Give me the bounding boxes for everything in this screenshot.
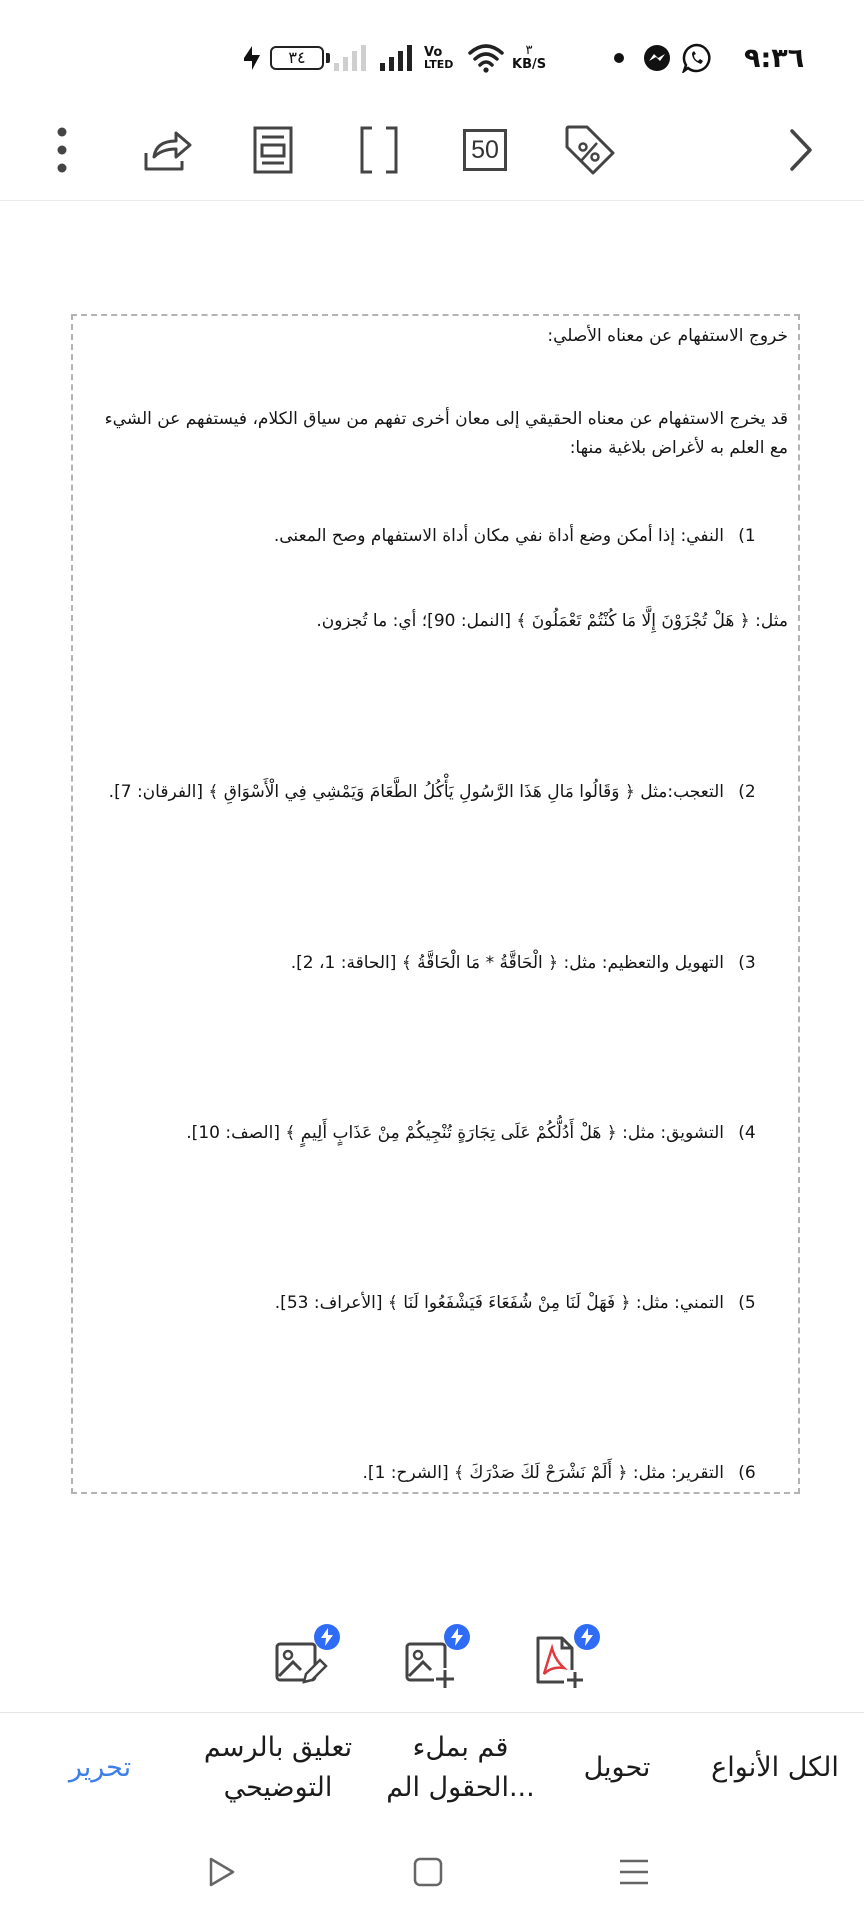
item-number: 1) [738,526,756,546]
item-number: 5) [738,1293,756,1313]
fullscreen-button[interactable] [344,115,414,185]
item-text: التمني: مثل: ﴿ فَهَلْ لَنَا مِنْ شُفَعَاءَ فَيَشْفَعُوا لَنَا ﴾ [الأعراف: 53]. [274,1293,724,1313]
item-text: التعجب:مثل ﴿ وَقَالُوا مَالِ هَذَا الرَّسُولِ يَأْكُلُ الطَّعَامَ وَيَمْشِي فِي الْأَسْوَاقِ ﴾ [الفرقان: 7]. [108,782,724,802]
volte-icon [424,30,453,86]
add-image-button[interactable] [398,1630,462,1694]
add-pdf-button[interactable] [528,1630,592,1694]
whatsapp-icon [682,30,712,86]
page-view-button[interactable] [238,115,308,185]
chevron-right-icon [789,128,813,172]
lightning-badge-icon [320,1628,334,1646]
wifi-icon [468,30,504,86]
tab-fill-forms[interactable]: قم بملء الحقول الم... [386,1732,535,1803]
share-button[interactable] [133,115,203,185]
zoom-level-label: 50 [471,135,499,164]
clock-time: ٩:٣٦ [744,42,805,74]
item-text: النفي: إذا أمكن وضع أداة نفي مكان أداة الاستفهام وصح المعنى. [273,526,724,546]
volte-line2: LTED [424,57,454,71]
nav-home-button[interactable] [400,1844,456,1900]
doc-item-5 [118,1289,758,1317]
discount-tag-icon [563,123,617,177]
quick-actions [0,1620,864,1710]
system-nav-bar [0,1822,864,1920]
item-number: 4) [738,1123,756,1143]
doc-item-1 [118,522,758,550]
document-page[interactable] [71,314,800,1494]
zoom-level-button[interactable] [450,115,520,185]
doc-heading: خروج الاستفهام عن معناه الأصلي: [547,326,788,346]
status-bar [0,0,864,100]
item-number: 2) [738,782,756,802]
premium-badge [574,1624,600,1650]
charging-icon [240,30,264,86]
bottom-tab-bar [0,1712,864,1823]
doc-example-1: مثل: ﴿ هَلْ تُجْزَوْنَ إِلَّا مَا كُنْتُمْ تَعْمَلُونَ ﴾ [النمل: 90]؛ أي: ما تُجزون. [316,611,788,631]
messenger-icon [642,30,672,86]
nav-recents-icon [618,1857,650,1887]
item-text: التشويق: مثل: ﴿ هَلْ أَدُلُّكُمْ عَلَى تِجَارَةٍ تُنْجِيكُمْ مِنْ عَذَابٍ أَلِيمٍ ﴾ [الصف: 10]. [186,1123,724,1143]
tab-convert[interactable]: تحويل [583,1752,651,1783]
item-text: التقرير: مثل: ﴿ أَلَمْ نَشْرَحْ لَكَ صَدْرَكَ ﴾ [الشرح: 1]. [362,1463,724,1483]
item-number: 6) [738,1463,756,1483]
volte-line1: Vo [424,44,443,60]
edit-image-button[interactable] [268,1630,332,1694]
battery-icon [270,30,330,86]
lightning-badge-icon [450,1628,464,1646]
doc-item-3 [118,949,758,977]
more-options-button[interactable] [27,115,97,185]
doc-item-2 [98,778,758,806]
net-speed-value: ٣ [525,43,533,58]
vertical-dots-icon [56,126,68,174]
tab-annotate[interactable]: تعليق بالرسم التوضيحي [203,1732,353,1803]
item-text: التهويل والتعظيم: مثل: ﴿ الْحَاقَّةُ * مَا الْحَاقَّةُ ﴾ [الحاقة: 1، 2]. [290,953,724,973]
network-speed [512,30,546,86]
page-layout-icon [253,126,293,174]
share-icon [142,127,194,173]
doc-item-4 [118,1119,758,1147]
fullscreen-icon [360,126,398,174]
signal-weak-icon [334,30,368,86]
lightning-badge-icon [580,1628,594,1646]
premium-badge [444,1624,470,1650]
item-number: 3) [738,953,756,973]
discount-button[interactable] [555,115,625,185]
nav-recents-button[interactable] [606,1844,662,1900]
net-speed-unit: KB/S [512,57,547,72]
nav-back-icon [207,1856,237,1888]
premium-badge [314,1624,340,1650]
nav-home-icon [413,1857,443,1887]
tab-all-types[interactable]: الكل الأنواع [711,1752,839,1783]
clock [744,30,804,86]
next-button[interactable] [766,115,836,185]
document-toolbar [0,100,864,201]
notification-dot-icon [614,30,624,86]
tab-edit[interactable]: تحرير [68,1752,132,1783]
doc-intro: قد يخرج الاستفهام عن معناه الحقيقي إلى معان أخرى تفهم من سياق الكلام، فيستفهم عن الشيء مع العلم به لأغراض بلاغية منها: [104,409,788,458]
signal-strong-icon [380,30,414,86]
doc-item-6 [118,1459,758,1487]
nav-back-button[interactable] [194,1844,250,1900]
battery-level: ٣٤ [288,48,306,67]
